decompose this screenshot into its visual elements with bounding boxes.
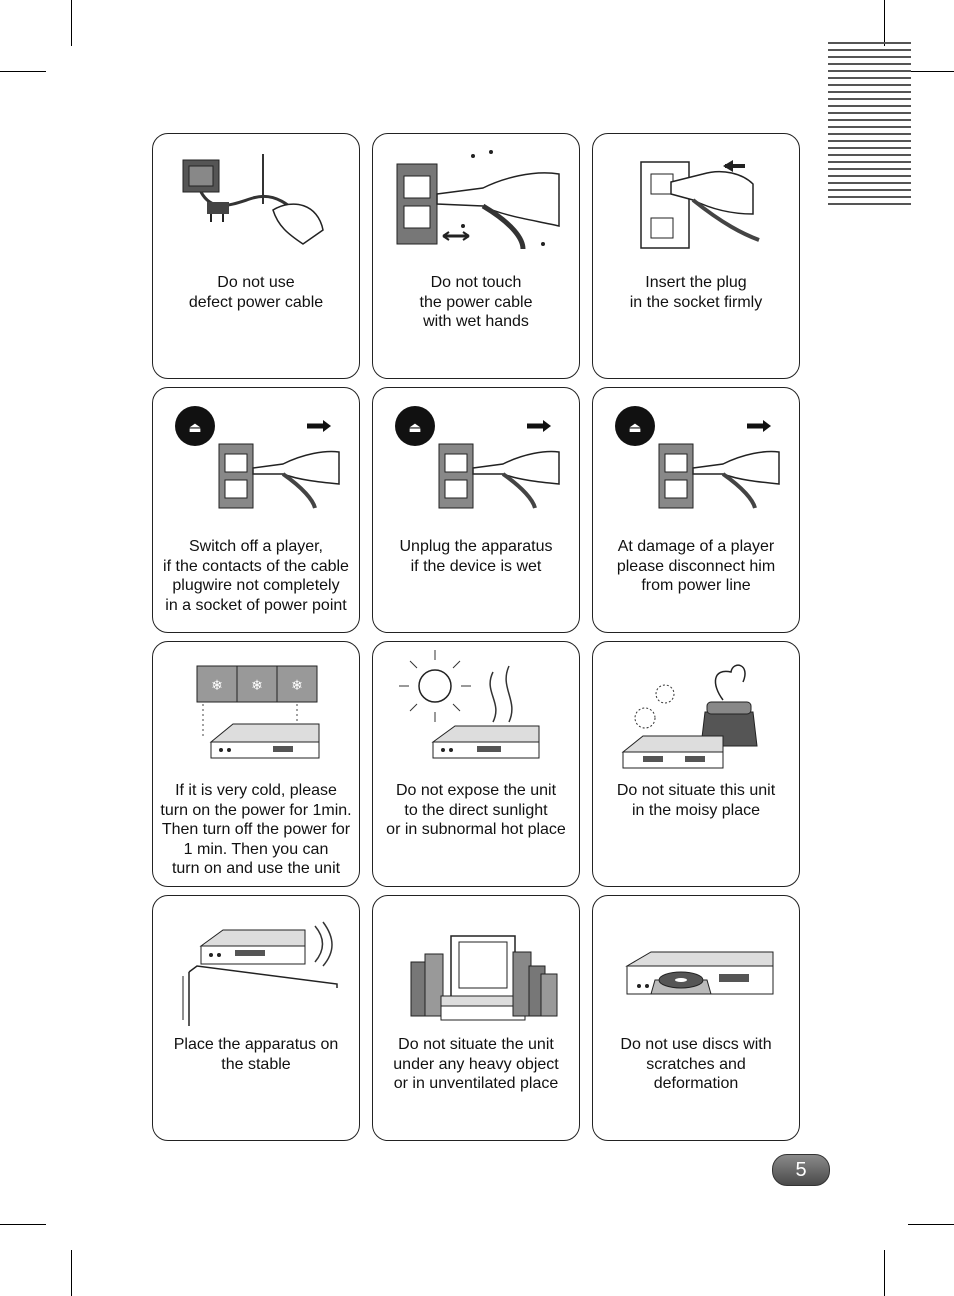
safety-card xyxy=(152,133,360,379)
crop-mark xyxy=(884,1250,885,1296)
safety-card xyxy=(152,895,360,1141)
caption: Do not use defect power cable xyxy=(188,274,324,311)
plug-insert-icon xyxy=(593,134,800,274)
caption: Switch off a player, if the contacts of the cable plugwire not completely in a socket of power point xyxy=(163,538,349,614)
wet-hand-plug-icon xyxy=(373,134,580,274)
unplug-icon xyxy=(153,388,360,528)
safety-card xyxy=(592,895,800,1141)
caption: Place the apparatus on the stable xyxy=(173,1036,339,1073)
safety-card xyxy=(372,895,580,1141)
caption: Do not situate the unit under any heavy object or in unventilated place xyxy=(393,1036,559,1092)
svg-text:❄: ❄ xyxy=(291,678,303,694)
safety-card xyxy=(152,387,360,633)
caption: Do not situate this unit in the moisy place xyxy=(616,782,776,819)
unplug-icon xyxy=(373,388,580,528)
safety-grid xyxy=(152,133,802,1143)
page-number: 5 xyxy=(772,1154,830,1186)
humidifier-icon xyxy=(593,642,800,782)
svg-text:⏏: ⏏ xyxy=(188,420,202,436)
safety-card xyxy=(592,387,800,633)
caption: Do not use discs with scratches and deformation xyxy=(620,1036,772,1092)
crop-mark xyxy=(0,1224,46,1225)
section-stripes xyxy=(828,42,911,210)
safety-card xyxy=(592,133,800,379)
power-cable-icon xyxy=(153,134,360,274)
caption: Unplug the apparatus if the device is wet xyxy=(399,538,553,575)
crop-mark xyxy=(884,0,885,46)
crop-mark xyxy=(71,0,72,46)
svg-text:⏏: ⏏ xyxy=(408,420,422,436)
safety-card xyxy=(372,641,580,887)
safety-card xyxy=(152,641,360,887)
caption: Do not touch the power cable with wet hands xyxy=(419,274,533,330)
caption: At damage of a player please disconnect him from power line xyxy=(616,538,776,594)
caption: If it is very cold, please turn on the power for 1min. Then turn off the power for 1 min. Then you can turn on and use the unit xyxy=(160,782,352,877)
safety-card xyxy=(372,133,580,379)
unplug-icon xyxy=(593,388,800,528)
safety-card xyxy=(372,387,580,633)
svg-text:❄: ❄ xyxy=(211,678,223,694)
crop-mark xyxy=(0,71,46,72)
caption: Insert the plug in the socket firmly xyxy=(629,274,763,311)
safety-card xyxy=(592,641,800,887)
stable-surface-icon xyxy=(153,896,360,1036)
sun-icon xyxy=(373,642,580,782)
caption: Do not expose the unit to the direct sunlight or in subnormal hot place xyxy=(386,782,566,838)
heavy-object-icon xyxy=(373,896,580,1036)
svg-text:⏏: ⏏ xyxy=(628,420,642,436)
disc-tray-icon xyxy=(593,896,800,1036)
crop-mark xyxy=(908,71,954,72)
crop-mark xyxy=(71,1250,72,1296)
crop-mark xyxy=(908,1224,954,1225)
cold-window-icon xyxy=(153,642,360,782)
svg-text:❄: ❄ xyxy=(251,678,263,694)
